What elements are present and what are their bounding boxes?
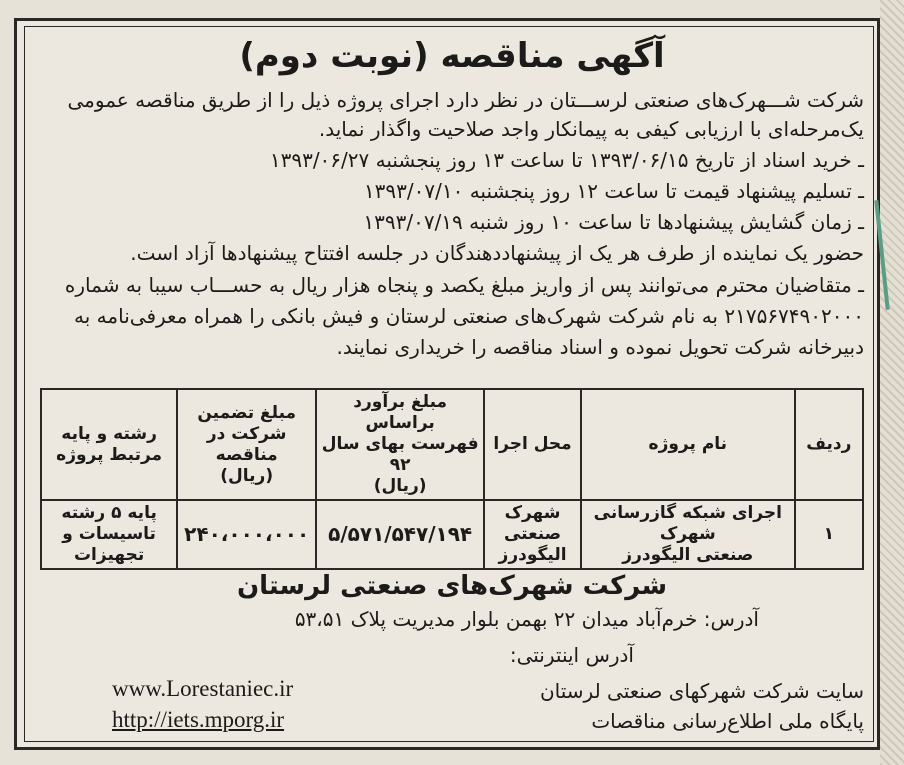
- cell-estimate: ۵/۵۷۱/۵۴۷/۱۹۴: [316, 500, 484, 569]
- applicants-line-2: ۲۱۷۵۶۷۴۹۰۲۰۰۰ به نام شرکت شهرک‌های صنعتی لرستان و فیش بانکی را همراه معرفی‌نامه به: [74, 304, 864, 328]
- cell-grade-line: تجهیزات: [73, 545, 145, 565]
- cell-location: [484, 500, 581, 569]
- shadow-strip: [880, 0, 904, 765]
- company-name: شرکت شهرک‌های صنعتی لرستان: [236, 571, 668, 601]
- intro-line-2: یک‌مرحله‌ای با ارزیابی کیفی به پیمانکار واجد صلاحیت واگذار نماید.: [318, 117, 864, 141]
- header-project-name: نام پروژه: [581, 389, 795, 500]
- cell-project-name: [581, 500, 795, 569]
- cell-row-number: ۱: [795, 500, 863, 569]
- notice-title: آگهی مناقصه (نوبت دوم): [239, 36, 665, 76]
- cell-grade: [41, 500, 177, 569]
- cell-guarantee: ۲۴۰،۰۰۰،۰۰۰: [177, 500, 316, 569]
- cell-location-line: شهرک: [504, 503, 561, 523]
- purchase-docs-line: ـ خرید اسناد از تاریخ ۱۳۹۳/۰۶/۱۵ تا ساعت ۱۳ روز پنجشنبه ۱۳۹۳/۰۶/۲۷: [269, 148, 864, 172]
- table-header-row: [41, 389, 863, 500]
- cell-location-line: صنعتی: [503, 524, 562, 544]
- bid-opening-line: ـ زمان گشایش پیشنهادها تا ساعت ۱۰ روز شنبه ۱۳۹۳/۰۷/۱۹: [363, 210, 864, 234]
- cell-grade-line: پایه ۵ رشته: [61, 503, 157, 523]
- header-guarantee-line: (ریال): [220, 465, 274, 486]
- cell-location-line: الیگودرز: [498, 545, 567, 565]
- cell-project-name-line: صنعتی الیگودرز: [622, 545, 754, 565]
- cell-grade-line: تاسیسات و: [62, 524, 156, 544]
- header-guarantee-line: شرکت در مناقصه: [206, 423, 287, 465]
- header-row-number: ردیف: [795, 389, 863, 500]
- portal-url-link[interactable]: http://iets.mporg.ir: [112, 707, 285, 732]
- header-estimate-line: (ریال): [373, 476, 427, 496]
- site-label: سایت شرکت شهرکهای صنعتی لرستان: [539, 679, 864, 703]
- header-guarantee-line: مبلغ تضمین: [197, 402, 297, 423]
- intro-line-1: شرکت شـــهرک‌های صنعتی لرســـتان در نظر دارد اجرای پروژه ذیل را از طریق مناقصه عمومی: [67, 88, 864, 112]
- site-url-link[interactable]: www.Lorestaniec.ir: [112, 676, 294, 701]
- table-row: [41, 500, 863, 569]
- applicants-line-1: ـ متقاضیان محترم می‌توانند پس از واریز مبلغ یکصد و پنجاه هزار ریال به حســـاب سیبا به شماره: [64, 273, 864, 297]
- header-guarantee: [177, 389, 316, 500]
- header-estimate-line: مبلغ برآورد براساس: [353, 392, 448, 433]
- internet-address-label: آدرس اینترنتی:: [509, 643, 634, 667]
- header-grade: [41, 389, 177, 500]
- tender-table: [40, 388, 864, 570]
- attendance-line: حضور یک نماینده از طرف هر یک از پیشنهاددهندگان در جلسه افتتاح پیشنهادها آزاد است.: [130, 241, 864, 265]
- company-address: آدرس: خرم‌آباد میدان ۲۲ بهمن بلوار مدیریت پلاک ۵۳،۵۱: [294, 607, 759, 631]
- portal-label: پایگاه ملی اطلاع‌رسانی مناقصات: [591, 709, 864, 733]
- header-grade-line: رشته و پایه: [61, 423, 157, 444]
- cell-project-name-line: اجرای شبکه گازرسانی شهرک: [593, 503, 782, 544]
- bid-submission-line: ـ تسلیم پیشنهاد قیمت تا ساعت ۱۲ روز پنجشنبه ۱۳۹۳/۰۷/۱۰: [363, 179, 864, 203]
- header-location: محل اجرا: [484, 389, 581, 500]
- header-grade-line: مرتبط پروژه: [56, 444, 163, 465]
- header-estimate-line: فهرست بهای سال ۹۲: [321, 434, 479, 475]
- header-estimate: [316, 389, 484, 500]
- applicants-line-3: دبیرخانه شرکت تحویل نموده و اسناد مناقصه را خریداری نمایند.: [336, 335, 864, 359]
